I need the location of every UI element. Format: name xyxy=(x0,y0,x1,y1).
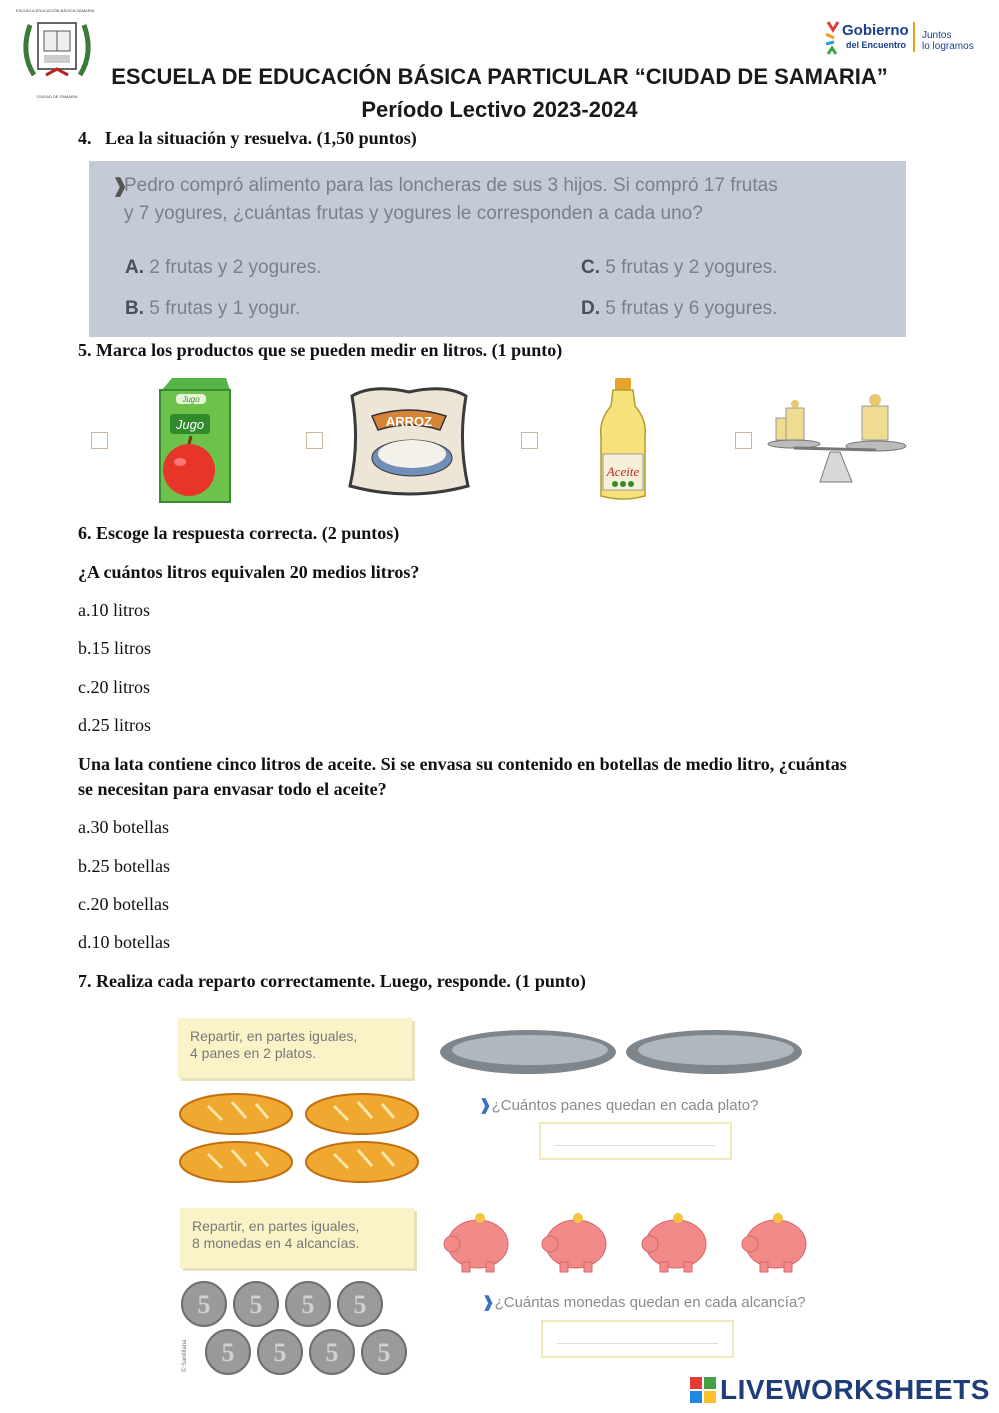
q7-coins-arrow-icon: ❱ xyxy=(482,1294,495,1311)
q4-option-c-letter: C. xyxy=(581,257,600,278)
image-credit: © Santillana xyxy=(182,1339,188,1372)
q4-title: 4. Lea la situación y resuelva. (1,50 puntos) xyxy=(78,128,417,148)
government-logo xyxy=(824,16,984,60)
q7-question-bread xyxy=(479,1096,758,1114)
q6-question2-line2: se necesitan para envasar todo el aceite? xyxy=(78,779,387,799)
q5-checkbox-scale[interactable] xyxy=(735,432,752,449)
gov-logo-sub: del Encuentro xyxy=(846,40,907,50)
gov-logo-main: Gobierno xyxy=(842,22,909,39)
q4-option-b-letter: B. xyxy=(125,298,144,319)
q5-checkbox-juice[interactable] xyxy=(91,432,108,449)
q4-option-b[interactable] xyxy=(125,298,300,320)
q4-option-a-letter: A. xyxy=(125,257,144,278)
school-period: Período Lectivo 2023-2024 xyxy=(361,97,638,122)
gov-logo-divider xyxy=(913,22,915,52)
q4-bullet-icon: ❱ xyxy=(112,176,128,197)
gov-logo-icon xyxy=(824,18,842,58)
plates-image xyxy=(438,1028,808,1076)
rice-sack-image xyxy=(342,382,476,500)
q4-option-a[interactable] xyxy=(125,257,321,279)
school-name: ESCUELA DE EDUCACIÓN BÁSICA PARTICULAR “CIUDAD DE SAMARIA” xyxy=(111,64,888,89)
q6-option-a[interactable]: a.10 litros xyxy=(78,600,150,620)
q4-problem-line1: Pedro compró alimento para las loncheras de sus 3 hijos. Si compró 17 frutas xyxy=(124,175,778,196)
q7-answer-bread-input[interactable] xyxy=(539,1122,732,1160)
q7-question-coins-text: ¿Cuántas monedas quedan en cada alcancía? xyxy=(494,1294,806,1311)
q7-question-coins xyxy=(482,1293,806,1311)
q6-option2-b[interactable]: b.25 botellas xyxy=(78,856,170,876)
balance-scale-image xyxy=(766,392,910,488)
juice-label-main: Jugo xyxy=(175,417,205,432)
coin-value: 5 xyxy=(377,1338,391,1367)
liveworksheets-brand: LIVEWORKSHEETS xyxy=(720,1374,990,1405)
q5-title: 5. Marca los productos que se pueden medir en litros. (1 punto) xyxy=(78,340,563,360)
gov-slogan-2: lo logramos xyxy=(922,41,974,52)
q6-option-c[interactable]: c.20 litros xyxy=(78,677,150,697)
coin-value: 5 xyxy=(325,1338,339,1367)
q4-option-c[interactable] xyxy=(581,257,777,279)
coins-image xyxy=(176,1280,412,1376)
q6-option2-c[interactable]: c.20 botellas xyxy=(78,894,169,914)
coin-value: 5 xyxy=(197,1290,211,1319)
coin-value: 5 xyxy=(221,1338,235,1367)
coin-value: 5 xyxy=(301,1290,315,1319)
juice-carton-image xyxy=(156,376,234,504)
q5-checkbox-rice[interactable] xyxy=(306,432,323,449)
q7-title: 7. Realiza cada reparto correctamente. Luego, responde. (1 punto) xyxy=(78,971,586,991)
q6-title: 6. Escoge la respuesta correcta. (2 puntos) xyxy=(78,523,400,543)
q7-note-coins-line2: 8 monedas en 4 alcancías. xyxy=(192,1235,360,1251)
q4-option-d-letter: D. xyxy=(581,298,600,319)
oil-bottle-label: Aceite xyxy=(606,464,640,479)
gov-slogan-1: Juntos xyxy=(922,30,952,41)
coin-value: 5 xyxy=(353,1290,367,1319)
q4-option-b-text: 5 frutas y 1 yogur. xyxy=(149,298,301,319)
q7-question-bread-text: ¿Cuántos panes quedan en cada plato? xyxy=(491,1097,759,1114)
q7-answer-coins-input[interactable] xyxy=(541,1320,734,1358)
q7-note-bread-line2: 4 panes en 2 platos. xyxy=(190,1045,317,1061)
q7-note-coins-line1: Repartir, en partes iguales, xyxy=(192,1218,360,1234)
piggy-banks-image xyxy=(440,1210,816,1276)
crest-caption-top: ESCUELA EDUCACIÓN BÁSICA SAMARIA xyxy=(16,8,95,13)
rice-sack-label: ARROZ xyxy=(385,414,433,429)
crest-caption-bottom: CIUDAD DE SAMARIA xyxy=(36,94,78,99)
q5-checkbox-oil[interactable] xyxy=(521,432,538,449)
q4-option-c-text: 5 frutas y 2 yogures. xyxy=(605,257,778,278)
q6-option2-d[interactable]: d.10 botellas xyxy=(78,932,170,952)
coin-value: 5 xyxy=(249,1290,263,1319)
q7-note-bread-line1: Repartir, en partes iguales, xyxy=(190,1028,358,1044)
q6-question2-line1: Una lata contiene cinco litros de aceite. Si se envasa su contenido en botellas de medio litro, ¿cuántas xyxy=(78,754,847,774)
q4-option-d[interactable] xyxy=(581,298,777,320)
q6-option2-a[interactable]: a.30 botellas xyxy=(78,817,169,837)
q6-option-b[interactable]: b.15 litros xyxy=(78,638,152,658)
oil-bottle-image xyxy=(595,376,651,504)
liveworksheets-logo-icon xyxy=(690,1377,716,1403)
q6-option-d[interactable]: d.25 litros xyxy=(78,715,152,735)
q7-bread-arrow-icon: ❱ xyxy=(479,1097,492,1114)
q7-note-bread xyxy=(178,1018,412,1078)
q4-problem-line2: y 7 yogures, ¿cuántas frutas y yogures le corresponden a cada uno? xyxy=(124,203,703,224)
q6-question1: ¿A cuántos litros equivalen 20 medios litros? xyxy=(78,562,420,582)
q7-note-coins xyxy=(180,1208,414,1268)
juice-label-top: Jugo xyxy=(182,395,200,404)
q4-problem-panel xyxy=(89,161,906,337)
bread-loaves-image xyxy=(178,1090,422,1186)
coin-value: 5 xyxy=(273,1338,287,1367)
q4-option-a-text: 2 frutas y 2 yogures. xyxy=(149,257,322,278)
q4-option-d-text: 5 frutas y 6 yogures. xyxy=(605,298,778,319)
